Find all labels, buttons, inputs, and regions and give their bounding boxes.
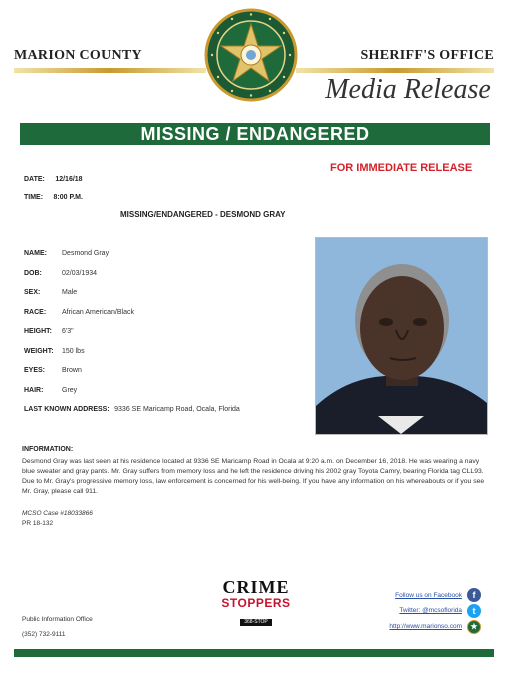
pio-phone: (352) 732-9111: [22, 631, 66, 638]
facebook-link[interactable]: Follow us on Facebook: [395, 592, 462, 599]
case-number: MCSO Case #18033866: [22, 510, 93, 517]
detail-row-weight: WEIGHT: 150 lbs: [24, 347, 85, 355]
detail-row-dob: DOB: 02/03/1934: [24, 269, 98, 277]
detail-row-eyes: EYES: Brown: [24, 367, 82, 374]
time-label: TIME:: [24, 194, 44, 201]
pr-number: PR 18-132: [22, 520, 54, 527]
immediate-release-label: FOR IMMEDIATE RELEASE: [330, 162, 473, 174]
twitter-link[interactable]: Twitter: @mcsoflorida: [399, 607, 462, 614]
time-value: 8:00 P.M.: [53, 194, 83, 201]
sheriff-star-icon[interactable]: ★: [467, 620, 481, 634]
missing-person-photo: [315, 237, 488, 435]
date-row: [24, 168, 83, 186]
detail-row-height: HEIGHT: 6'3": [24, 328, 74, 335]
gold-rule-left: [14, 68, 206, 73]
footer-green-bar: [14, 649, 494, 657]
twitter-icon[interactable]: t: [467, 604, 481, 618]
detail-row-sex: SEX: Male: [24, 289, 78, 296]
sheriff-office-title: SHERIFF'S OFFICE: [360, 48, 494, 63]
release-subtitle: MISSING/ENDANGERED - DESMOND GRAY: [120, 210, 286, 219]
detail-row-name: NAME: Desmond Gray: [24, 250, 110, 257]
missing-endangered-banner: MISSING / ENDANGERED: [20, 123, 490, 145]
date-value: 12/16/18: [55, 176, 83, 183]
detail-row-race: RACE: African American/Black: [24, 308, 134, 316]
information-heading: INFORMATION:: [22, 446, 74, 453]
website-link[interactable]: http://www.marionso.com: [389, 623, 462, 630]
media-release-title: Media Release: [325, 74, 491, 105]
pio-label: Public Information Office: [22, 616, 93, 623]
detail-row-address: LAST KNOWN ADDRESS: 9336 SE Maricamp Road, Ocala, Florida: [24, 406, 240, 413]
crime-stoppers-line2: STOPPERS: [221, 596, 291, 610]
date-label: DATE:: [24, 176, 45, 183]
information-text: Desmond Gray was last seen at his residence located at 9336 SE Maricamp Road in Ocala at 9:20 a.m. on December 16, 2018. He was wearing a navy blue sweater and gray pants. Mr. Gray suffers from memory loss and he left the residence driving his 2002 gray Toyota Camry, bearing Florida tag CLL93. Due to Mr. Gray's progressive memory loss, law enforcement is concerned for his well-being. If you have any information on his whereabouts or if you see Mr. Gray, please call 911.: [22, 458, 485, 495]
gold-rule-right: [296, 68, 494, 73]
crime-stoppers-line1: CRIME: [222, 577, 290, 597]
details-list: [24, 242, 240, 418]
time-row: [24, 186, 83, 204]
detail-row-hair: HAIR: Grey: [24, 386, 78, 394]
crime-stoppers-number: 368-STOP: [240, 619, 272, 626]
county-title: MARION COUNTY: [14, 48, 142, 63]
crime-stoppers-logo[interactable]: [220, 578, 292, 628]
sheriff-badge-seal: [204, 8, 298, 102]
facebook-icon[interactable]: f: [467, 588, 481, 602]
